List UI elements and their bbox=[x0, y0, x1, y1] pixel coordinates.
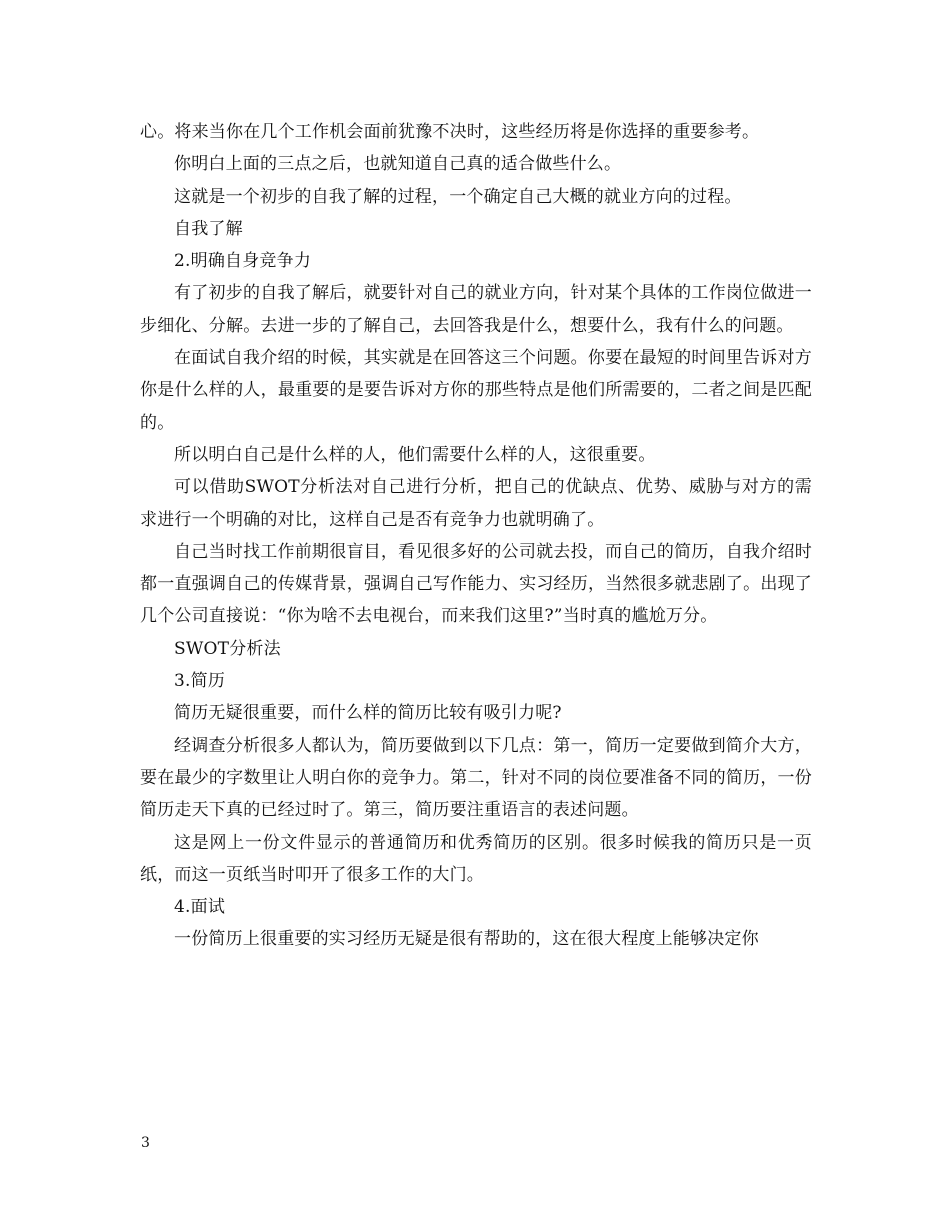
section-heading: 2.明确自身竞争力 bbox=[174, 251, 312, 272]
paragraph: 自己当时找工作前期很盲目，看见很多好的公司就去投，而自己的简历，自我介绍时都一直强调自己的传媒背景，强调自己写作能力、实习经历，当然很多就悲剧了。出现了几个公司直接说：“你为啥不去电视台，而来我们这里?”当时真的尴尬万分。 bbox=[140, 541, 812, 627]
paragraph: 你明白上面的三点之后，也就知道自己真的适合做些什么。 bbox=[174, 154, 622, 175]
document-body bbox=[140, 116, 812, 956]
paragraph: 有了初步的自我了解后，就要针对自己的就业方向，针对某个具体的工作岗位做进一步细化、分解。去进一步的了解自己，去回答我是什么，想要什么，我有什么的问题。 bbox=[140, 283, 812, 336]
section-caption: 自我了解 bbox=[174, 218, 243, 239]
page-number: 3 bbox=[141, 1135, 150, 1151]
paragraph: 这是网上一份文件显示的普通简历和优秀简历的区别。很多时候我的简历只是一页纸，而这一页纸当时叩开了很多工作的大门。 bbox=[140, 832, 812, 885]
section-heading: 4.面试 bbox=[174, 897, 226, 918]
paragraph: 可以借助SWOT分析法对自己进行分析，把自己的优缺点、优势、威胁与对方的需求进行一个明确的对比，这样自己是否有竞争力也就明确了。 bbox=[140, 477, 812, 530]
paragraph: 简历无疑很重要，而什么样的简历比较有吸引力呢? bbox=[174, 703, 562, 724]
paragraph: 所以明白自己是什么样的人，他们需要什么样的人，这很重要。 bbox=[174, 444, 656, 465]
section-heading: 3.简历 bbox=[174, 671, 226, 692]
paragraph: 这就是一个初步的自我了解的过程，一个确定自己大概的就业方向的过程。 bbox=[174, 186, 742, 207]
paragraph: 一份简历上很重要的实习经历无疑是很有帮助的，这在很大程度上能够决定你 bbox=[174, 929, 759, 950]
paragraph-continuation: 心。将来当你在几个工作机会面前犹豫不决时，这些经历将是你选择的重要参考。 bbox=[140, 122, 760, 142]
paragraph: 在面试自我介绍的时候，其实就是在回答这三个问题。你要在最短的时间里告诉对方你是什么样的人，最重要的是要告诉对方你的那些特点是他们所需要的，二者之间是匹配的。 bbox=[140, 348, 812, 433]
paragraph: 经调查分析很多人都认为，简历要做到以下几点：第一，简历一定要做到简介大方，要在最少的字数里让人明白你的竞争力。第二，针对不同的岗位要准备不同的简历，一份简历走天下真的已经过时了。第三，简历要注重语言的表述问题。 bbox=[140, 735, 812, 821]
section-caption: SWOT分析法 bbox=[174, 638, 281, 659]
